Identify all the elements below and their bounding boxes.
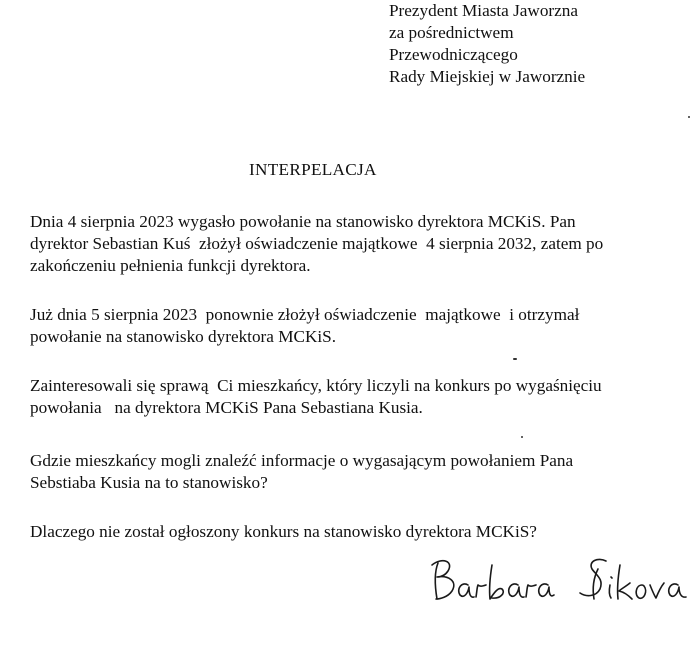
scan-speck: [513, 358, 517, 360]
scan-speck: [521, 436, 523, 438]
recipient-line: za pośrednictwem: [389, 23, 514, 42]
paragraph-line: Już dnia 5 sierpnia 2023 ponownie złożył oświadczenie majątkowe i otrzymał: [30, 305, 580, 324]
paragraph-line: Zainteresowali się sprawą Ci mieszkańcy, który liczyli na konkurs po wygaśnięciu: [30, 376, 602, 395]
paragraph-line: dyrektor Sebastian Kuś złożył oświadczenie majątkowe 4 sierpnia 2032, zatem po: [30, 234, 604, 253]
handwritten-signature: [428, 555, 690, 603]
paragraph-line: Dnia 4 sierpnia 2023 wygasło powołanie na stanowisko dyrektora MCKiS. Pan: [30, 212, 576, 231]
paragraph-1: [30, 211, 603, 277]
paragraph-4: [30, 450, 573, 494]
recipient-line: Przewodniczącego: [389, 45, 518, 64]
paragraph-line: Dlaczego nie został ogłoszony konkurs na stanowisko dyrektora MCKiS?: [30, 522, 537, 541]
scan-speck: [688, 116, 690, 118]
recipient-line: Rady Miejskiej w Jaworznie: [389, 67, 586, 86]
paragraph-line: Gdzie mieszkańcy mogli znaleźć informacje o wygasającym powołaniem Pana: [30, 451, 574, 470]
recipient-line: Prezydent Miasta Jaworzna: [389, 1, 578, 20]
paragraph-line: powołanie na stanowisko dyrektora MCKiS.: [30, 327, 336, 346]
document-title: INTERPELACJA: [249, 160, 377, 179]
paragraph-line: powołania na dyrektora MCKiS Pana Sebastiana Kusia.: [30, 398, 423, 417]
paragraph-line: Sebstiaba Kusia na to stanowisko?: [30, 473, 268, 492]
paragraph-line: zakończeniu pełnienia funkcji dyrektora.: [30, 256, 311, 275]
recipient-address: [389, 0, 585, 88]
paragraph-3: [30, 375, 602, 419]
paragraph-2: [30, 304, 579, 348]
paragraph-5: [30, 521, 537, 543]
